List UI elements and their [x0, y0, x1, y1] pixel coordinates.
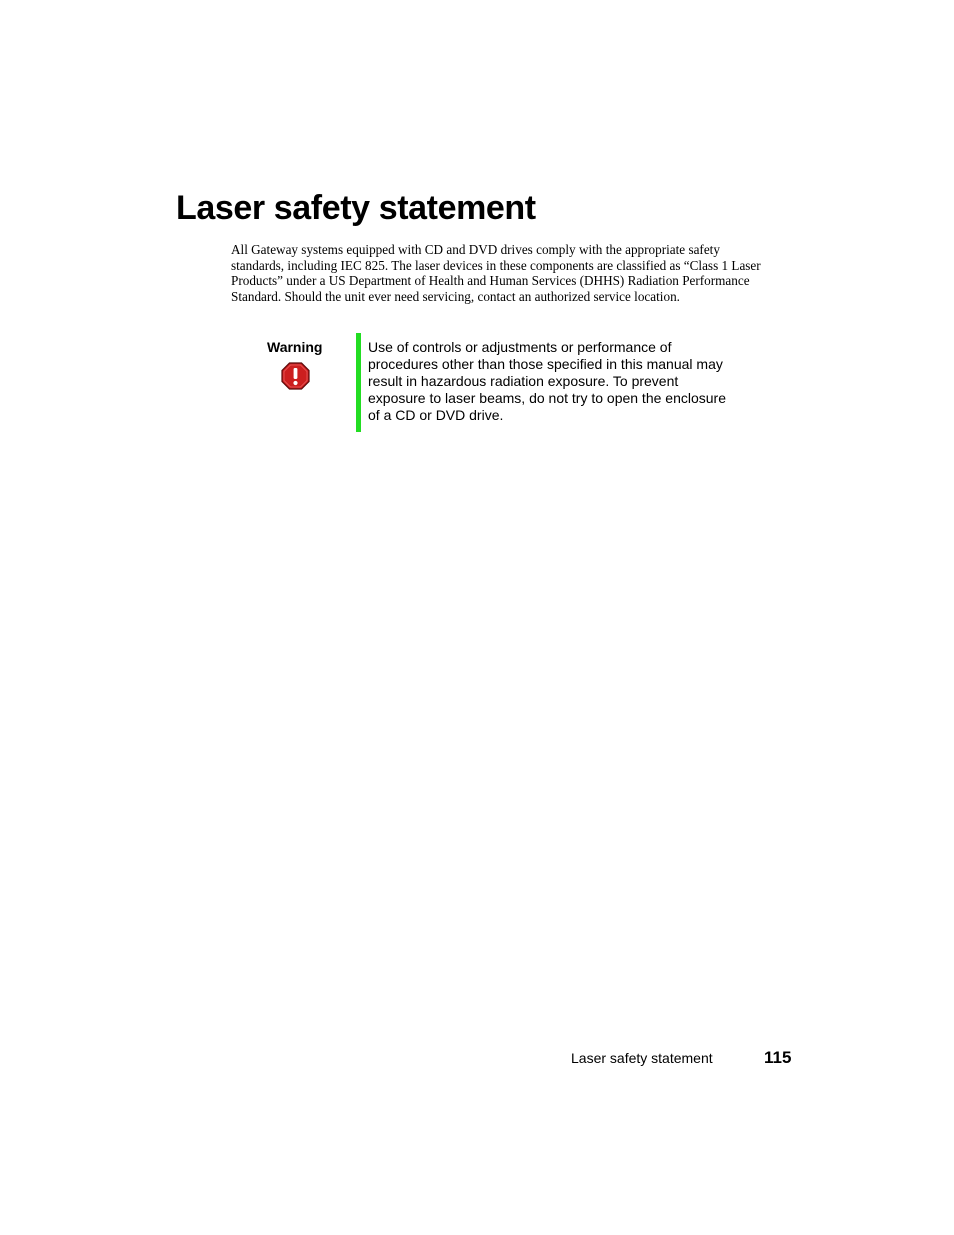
- warning-exclamation-icon: [281, 362, 310, 390]
- intro-paragraph: All Gateway systems equipped with CD and DVD drives comply with the appropriate safety standards, including IEC 825. The laser devices in these components are classified as “Class 1 Laser Products” under a US Department of Health and Human Services (DHHS) Radiation Performance Standard. Should the unit ever need servicing, contact an authorized service location.: [231, 242, 761, 304]
- footer-section-title: Laser safety statement: [571, 1050, 713, 1066]
- page-number: 115: [764, 1048, 792, 1067]
- warning-label: Warning: [267, 339, 323, 355]
- warning-text: Use of controls or adjustments or performance of procedures other than those specified in this manual may result in hazardous radiation exposure. To prevent exposure to laser beams, do not try to open the enclosure of a CD or DVD drive.: [368, 339, 726, 423]
- warning-callout-bar: [356, 333, 361, 432]
- page-title: Laser safety statement: [176, 189, 536, 227]
